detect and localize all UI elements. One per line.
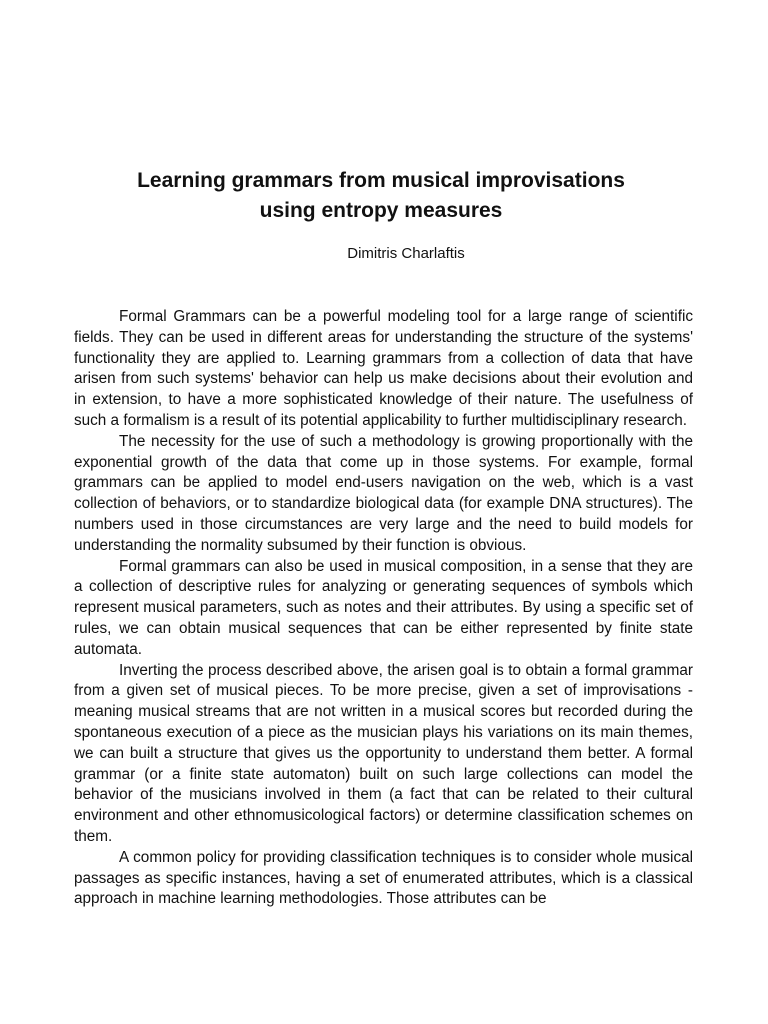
author-name: Dimitris Charlaftis (347, 245, 465, 262)
title-line-2: using entropy measures (259, 199, 503, 222)
body-paragraph-2: The necessity for the use of such a methodology is growing proportionally with the exponential growth of the data that come up in those systems. For example, formal grammars can be applied to model end-users navigation on the web, which is a vast collection of behaviors, or to standardize biological data (for example DNA structures). The numbers used in those circumstances are very large and the need to build models for understanding the normality subsumed by their function is obvious. (74, 432, 693, 554)
paper-title (0, 166, 762, 226)
body-paragraph-5: A common policy for providing classification techniques is to consider whole musical passages as specific instances, having a set of enumerated attributes, which is a classical approach in machine learning methodologies. Those attributes can be (74, 848, 693, 908)
title-line-1: Learning grammars from musical improvisations (137, 169, 625, 192)
paper-body (74, 307, 693, 910)
body-paragraph-3: Formal grammars can also be used in musical composition, in a sense that they are a collection of descriptive rules for analyzing or generating sequences of symbols which represent musical parameters, such as notes and their attributes. By using a specific set of rules, we can obtain musical sequences that can be either represented by finite state automata. (74, 557, 693, 658)
body-paragraph-1: Formal Grammars can be a powerful modeling tool for a large range of scientific fields. They can be used in different areas for understanding the structure of the systems' functionality they are applied to. Learning grammars from a collection of data that have arisen from such systems' behavior can help us make decisions about their evolution and in extension, to have a more sophisticated knowledge of their nature. The usefulness of such a formalism is a result of its potential applicability to further multidisciplinary research. (74, 308, 693, 429)
body-paragraph-4: Inverting the process described above, the arisen goal is to obtain a formal grammar from a given set of musical pieces. To be more precise, given a set of improvisations - meaning musical streams that are not written in a musical scores but recorded during the spontaneous execution of a piece as the musician plays his variations on its main themes, we can built a structure that gives us the opportunity to understand them better. A formal grammar (or a finite state automaton) built on such large collections can model the behavior of the musicians involved in them (a fact that can be related to their cultural environment and other ethnomusicological factors) or determine classification schemes on them. (74, 661, 693, 845)
